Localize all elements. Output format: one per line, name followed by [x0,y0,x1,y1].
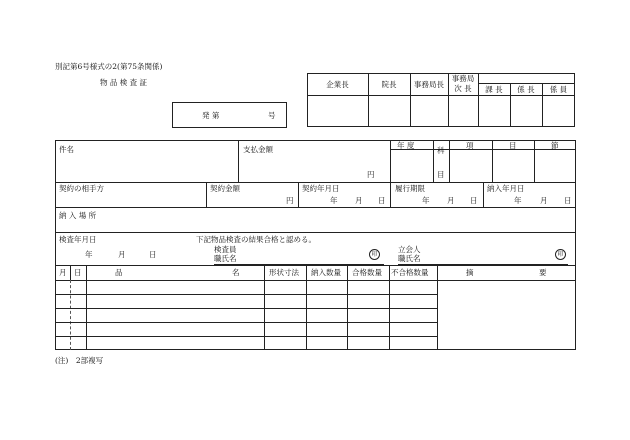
label-day-2: 日 [470,196,478,205]
label-nounyu-basho: 納 入 場 所 [59,211,97,220]
th-hin: 品 [115,268,123,277]
approval-incho: 院長 [381,80,397,89]
label-shokushimei-1: 職氏名 [214,254,237,263]
th-mei: 名 [232,268,240,277]
table-row [55,336,437,337]
label-year-1: 年 [330,196,338,205]
approval-jicho-bottom: 次 長 [454,84,472,93]
label-shiharai-kingaku: 支払金額 [243,145,273,154]
th-month: 月 [59,268,67,277]
label-yen-2: 円 [286,196,294,205]
table-row [55,308,437,309]
label-month-1: 月 [355,196,363,205]
label-kou: 項 [466,141,474,150]
table-row [55,322,437,323]
approval-kakaricho: 係 長 [517,85,535,94]
th-keijo-sunpo: 形状寸法 [269,268,299,277]
approval-kakariin: 係 員 [549,85,568,94]
th-goukaku-suryo: 合格数量 [352,268,382,277]
cert-no-suffix: 号 [268,111,276,120]
form-title: 物 品 検 査 証 [100,78,148,87]
main-form [55,140,576,350]
label-keiyaku-date: 契約年月日 [302,184,340,193]
label-year-2: 年 [422,196,430,205]
label-month-4: 月 [118,250,126,259]
approval-kacho: 課 長 [485,85,503,94]
label-kenmei: 件名 [59,145,74,154]
label-kensa-date: 検査年月日 [59,235,97,244]
form-number: 別記第6号様式の2(第75条関係) [55,62,163,71]
label-keiyaku-kingaku: 契約金額 [210,184,240,193]
approval-jimukyokucho: 事務局長 [414,80,444,89]
label-tachiainin: 立会人 [398,245,421,254]
footnote: (注) 2部複写 [55,356,104,365]
label-moku2: 目 [509,141,517,150]
label-year-3: 年 [514,196,522,205]
table-row [55,294,437,295]
label-yen-1: 円 [367,170,375,179]
label-kensain: 検査員 [214,245,237,254]
label-statement: 下記物品検査の結果合格と認める。 [196,235,316,244]
label-month-2: 月 [447,196,455,205]
label-day-1: 日 [378,196,386,205]
cert-no-prefix: 発 第 [202,111,220,120]
th-fugoukaku-suryo: 不合格数量 [391,268,429,277]
approval-kigyocho: 企業長 [326,80,349,89]
label-month-3: 月 [540,196,548,205]
th-teki: 摘 [466,268,474,277]
label-nounyu-date: 納入年月日 [487,184,525,193]
label-setsu: 節 [551,141,559,150]
label-moku: 目 [437,170,445,179]
seal-tachiainin: 印 [555,249,566,260]
label-shokushimei-2: 職氏名 [398,254,421,263]
th-day: 日 [74,268,82,277]
label-day-4: 日 [149,250,157,259]
label-year-4: 年 [85,250,93,259]
th-you: 要 [539,268,547,277]
th-nounyu-suryo: 納入数量 [311,268,341,277]
approval-jicho-top: 事務局 [451,74,475,83]
seal-kensain: 印 [369,249,380,260]
label-day-3: 日 [564,196,572,205]
label-rikou-kigen: 履行期限 [395,184,425,193]
label-nendo: 年 度 [397,141,415,150]
label-keiyaku-aite: 契約の相手方 [59,184,104,193]
label-ka: 科 [437,146,445,155]
